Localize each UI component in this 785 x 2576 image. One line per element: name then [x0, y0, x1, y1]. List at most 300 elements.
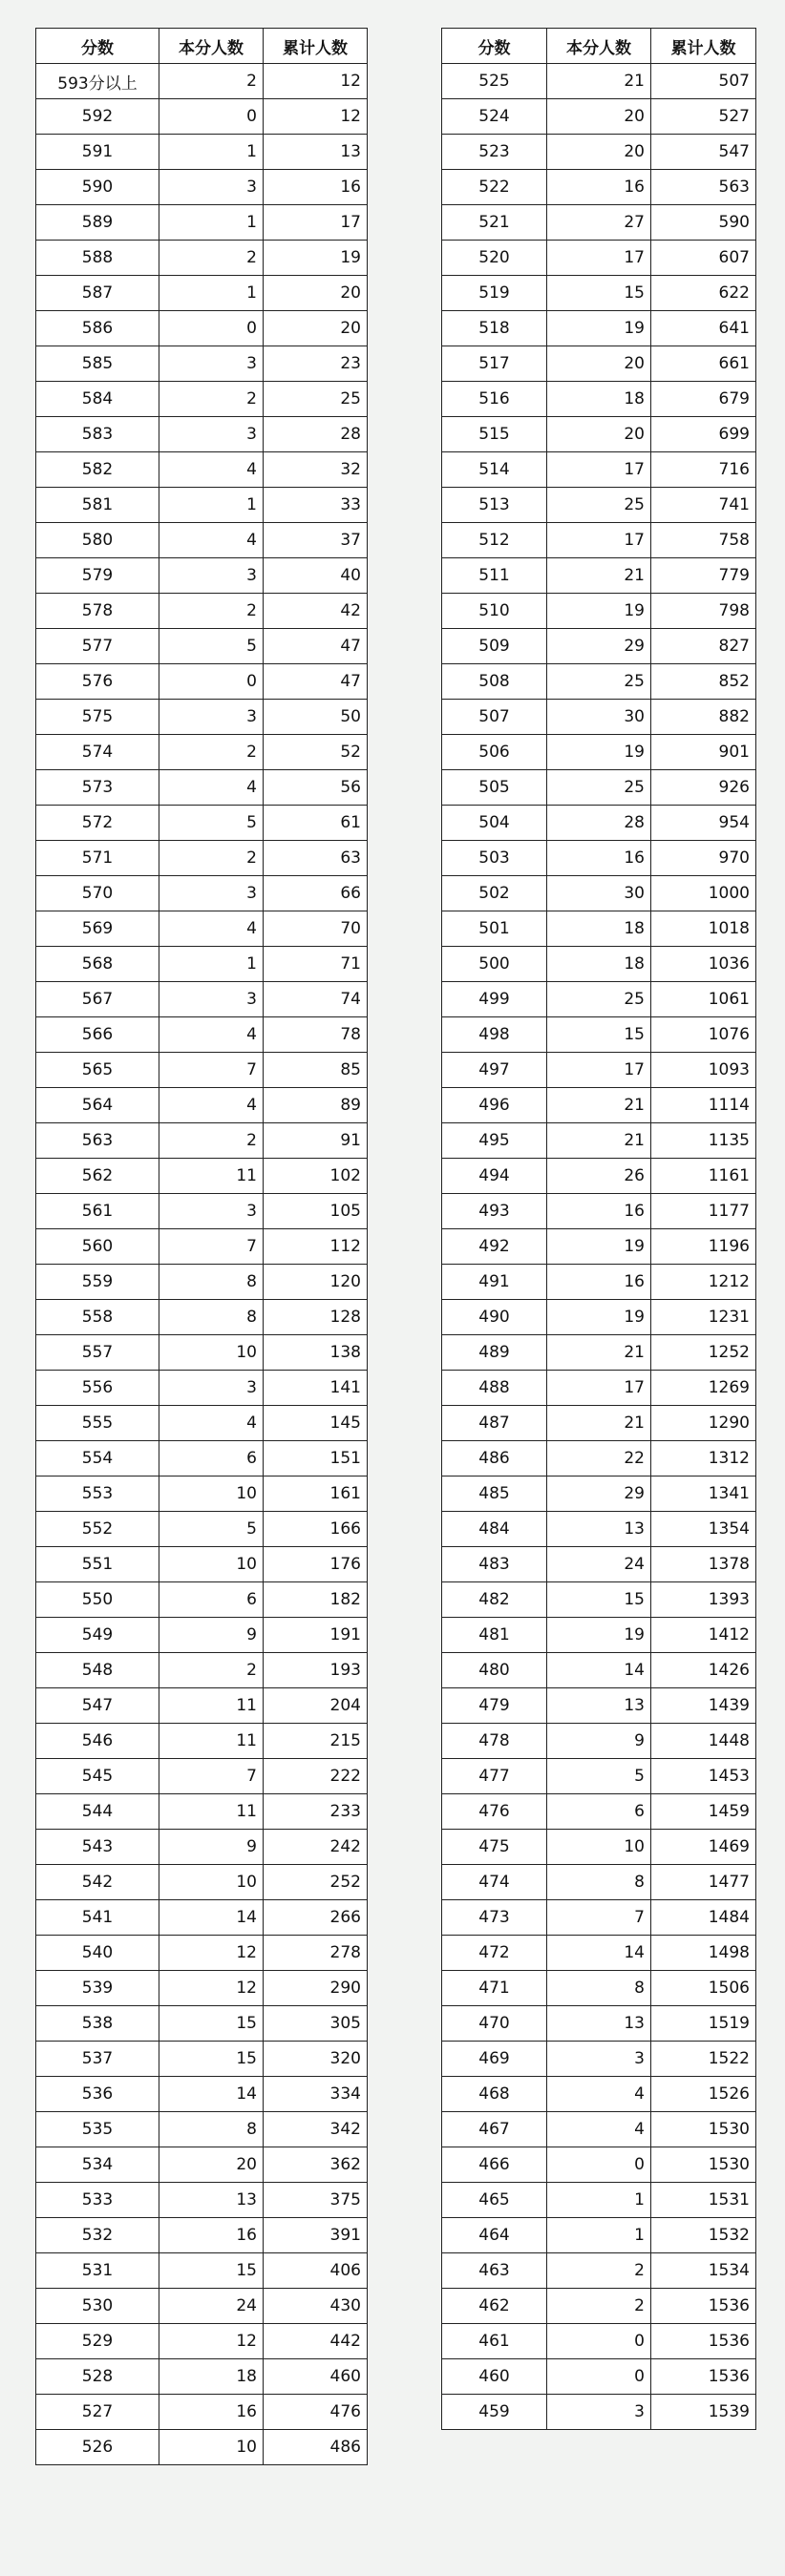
- count-cell: 3: [547, 2042, 651, 2077]
- table-row: [36, 1194, 368, 1229]
- table-row: [442, 1017, 756, 1053]
- score-cell: 545: [36, 1759, 159, 1794]
- count-cell: 3: [159, 876, 264, 911]
- score-cell: 495: [442, 1123, 547, 1159]
- cumulative-cell: 1453: [651, 1759, 756, 1794]
- count-cell: 2: [159, 64, 264, 99]
- score-cell: 497: [442, 1053, 547, 1088]
- score-cell: 471: [442, 1971, 547, 2006]
- header-score: 分数: [442, 29, 547, 64]
- score-cell: 544: [36, 1794, 159, 1830]
- table-row: [442, 700, 756, 735]
- count-cell: 10: [159, 1547, 264, 1582]
- cumulative-cell: 1536: [651, 2359, 756, 2395]
- table-row: [36, 1441, 368, 1476]
- score-cell: 460: [442, 2359, 547, 2395]
- table-row: [36, 1300, 368, 1335]
- cumulative-cell: 128: [264, 1300, 368, 1335]
- score-cell: 466: [442, 2147, 547, 2183]
- score-cell: 525: [442, 64, 547, 99]
- cumulative-cell: 954: [651, 806, 756, 841]
- score-cell: 477: [442, 1759, 547, 1794]
- count-cell: 16: [547, 841, 651, 876]
- table-row: [36, 1371, 368, 1406]
- cumulative-cell: 699: [651, 417, 756, 452]
- cumulative-cell: 1135: [651, 1123, 756, 1159]
- cumulative-cell: 28: [264, 417, 368, 452]
- score-cell: 557: [36, 1335, 159, 1371]
- table-row: [442, 1371, 756, 1406]
- score-cell: 483: [442, 1547, 547, 1582]
- table-row: [36, 205, 368, 241]
- header-count: 本分人数: [159, 29, 264, 64]
- score-cell: 507: [442, 700, 547, 735]
- cumulative-cell: 222: [264, 1759, 368, 1794]
- count-cell: 1: [547, 2183, 651, 2218]
- table-row: [36, 1759, 368, 1794]
- count-cell: 3: [159, 417, 264, 452]
- table-row: [442, 1512, 756, 1547]
- score-cell: 572: [36, 806, 159, 841]
- count-cell: 17: [547, 452, 651, 488]
- score-cell: 515: [442, 417, 547, 452]
- score-cell: 568: [36, 947, 159, 982]
- table-row: [442, 1936, 756, 1971]
- count-cell: 2: [159, 841, 264, 876]
- header-row: [442, 29, 756, 64]
- count-cell: 14: [159, 1900, 264, 1936]
- cumulative-cell: 1484: [651, 1900, 756, 1936]
- cumulative-cell: 970: [651, 841, 756, 876]
- cumulative-cell: 1536: [651, 2324, 756, 2359]
- score-cell: 504: [442, 806, 547, 841]
- score-cell: 465: [442, 2183, 547, 2218]
- count-cell: 9: [159, 1618, 264, 1653]
- cumulative-cell: 20: [264, 311, 368, 346]
- cumulative-cell: 1177: [651, 1194, 756, 1229]
- cumulative-cell: 193: [264, 1653, 368, 1688]
- count-cell: 14: [547, 1653, 651, 1688]
- cumulative-cell: 52: [264, 735, 368, 770]
- score-cell: 575: [36, 700, 159, 735]
- count-cell: 12: [159, 1971, 264, 2006]
- count-cell: 24: [547, 1547, 651, 1582]
- cumulative-cell: 242: [264, 1830, 368, 1865]
- count-cell: 2: [547, 2289, 651, 2324]
- count-cell: 4: [547, 2112, 651, 2147]
- header-cumulative: 累计人数: [264, 29, 368, 64]
- table-row: [36, 452, 368, 488]
- cumulative-cell: 23: [264, 346, 368, 382]
- score-cell: 586: [36, 311, 159, 346]
- table-row: [36, 311, 368, 346]
- count-cell: 0: [547, 2147, 651, 2183]
- cumulative-cell: 1393: [651, 1582, 756, 1618]
- count-cell: 5: [159, 1512, 264, 1547]
- table-row: [36, 2218, 368, 2253]
- count-cell: 12: [159, 2324, 264, 2359]
- cumulative-cell: 85: [264, 1053, 368, 1088]
- table-row: [442, 2218, 756, 2253]
- count-cell: 1: [159, 135, 264, 170]
- header-count: 本分人数: [547, 29, 651, 64]
- count-cell: 18: [547, 947, 651, 982]
- score-cell: 581: [36, 488, 159, 523]
- table-row: [442, 2324, 756, 2359]
- count-cell: 17: [547, 523, 651, 558]
- score-cell: 530: [36, 2289, 159, 2324]
- cumulative-cell: 37: [264, 523, 368, 558]
- count-cell: 11: [159, 1159, 264, 1194]
- table-row: [442, 1971, 756, 2006]
- table-row: [442, 1688, 756, 1724]
- table-row: [442, 947, 756, 982]
- count-cell: 21: [547, 1335, 651, 1371]
- score-cell: 479: [442, 1688, 547, 1724]
- cumulative-cell: 827: [651, 629, 756, 664]
- table-row: [442, 2253, 756, 2289]
- cumulative-cell: 716: [651, 452, 756, 488]
- score-cell: 493: [442, 1194, 547, 1229]
- table-row: [36, 1123, 368, 1159]
- cumulative-cell: 1161: [651, 1159, 756, 1194]
- cumulative-cell: 1290: [651, 1406, 756, 1441]
- count-cell: 15: [547, 276, 651, 311]
- cumulative-cell: 661: [651, 346, 756, 382]
- cumulative-cell: 1532: [651, 2218, 756, 2253]
- table-row: [442, 1088, 756, 1123]
- score-cell: 481: [442, 1618, 547, 1653]
- cumulative-cell: 266: [264, 1900, 368, 1936]
- score-cell: 540: [36, 1936, 159, 1971]
- count-cell: 18: [547, 382, 651, 417]
- cumulative-cell: 547: [651, 135, 756, 170]
- cumulative-cell: 70: [264, 911, 368, 947]
- cumulative-cell: 151: [264, 1441, 368, 1476]
- score-cell: 518: [442, 311, 547, 346]
- score-cell: 562: [36, 1159, 159, 1194]
- score-cell: 589: [36, 205, 159, 241]
- score-cell: 552: [36, 1512, 159, 1547]
- cumulative-cell: 527: [651, 99, 756, 135]
- table-row: [442, 1582, 756, 1618]
- count-cell: 4: [159, 452, 264, 488]
- score-cell: 478: [442, 1724, 547, 1759]
- table-row: [36, 99, 368, 135]
- count-cell: 3: [547, 2395, 651, 2430]
- score-cell: 503: [442, 841, 547, 876]
- count-cell: 8: [547, 1971, 651, 2006]
- table-row: [442, 452, 756, 488]
- score-cell: 550: [36, 1582, 159, 1618]
- score-cell: 527: [36, 2395, 159, 2430]
- score-cell: 573: [36, 770, 159, 806]
- score-cell: 464: [442, 2218, 547, 2253]
- table-row: [442, 1476, 756, 1512]
- cumulative-cell: 141: [264, 1371, 368, 1406]
- count-cell: 21: [547, 558, 651, 594]
- count-cell: 0: [159, 99, 264, 135]
- cumulative-cell: 1519: [651, 2006, 756, 2042]
- score-cell: 584: [36, 382, 159, 417]
- table-row: [442, 629, 756, 664]
- score-cell: 564: [36, 1088, 159, 1123]
- table-row: [36, 1265, 368, 1300]
- table-row: [36, 1476, 368, 1512]
- cumulative-cell: 233: [264, 1794, 368, 1830]
- table-row: [36, 1900, 368, 1936]
- count-cell: 8: [547, 1865, 651, 1900]
- count-cell: 21: [547, 64, 651, 99]
- score-cell: 521: [442, 205, 547, 241]
- cumulative-cell: 66: [264, 876, 368, 911]
- table-row: [36, 770, 368, 806]
- table-row: [442, 1653, 756, 1688]
- cumulative-cell: 1426: [651, 1653, 756, 1688]
- count-cell: 11: [159, 1724, 264, 1759]
- count-cell: 7: [159, 1229, 264, 1265]
- count-cell: 2: [159, 1653, 264, 1688]
- table-row: [36, 2042, 368, 2077]
- table-row: [442, 806, 756, 841]
- table-row: [36, 1688, 368, 1724]
- score-cell: 578: [36, 594, 159, 629]
- table-row: [442, 1724, 756, 1759]
- cumulative-cell: 1522: [651, 2042, 756, 2077]
- cumulative-cell: 13: [264, 135, 368, 170]
- cumulative-cell: 1469: [651, 1830, 756, 1865]
- score-cell: 462: [442, 2289, 547, 2324]
- score-cell: 467: [442, 2112, 547, 2147]
- score-cell: 524: [442, 99, 547, 135]
- count-cell: 15: [159, 2006, 264, 2042]
- count-cell: 1: [159, 488, 264, 523]
- table-row: [36, 276, 368, 311]
- table-row: [442, 135, 756, 170]
- table-row: [442, 770, 756, 806]
- table-row: [36, 346, 368, 382]
- count-cell: 4: [159, 1017, 264, 1053]
- table-row: [36, 170, 368, 205]
- cumulative-cell: 47: [264, 629, 368, 664]
- cumulative-cell: 362: [264, 2147, 368, 2183]
- table-row: [442, 1194, 756, 1229]
- cumulative-cell: 406: [264, 2253, 368, 2289]
- count-cell: 16: [159, 2218, 264, 2253]
- score-cell: 512: [442, 523, 547, 558]
- score-cell: 560: [36, 1229, 159, 1265]
- count-cell: 17: [547, 241, 651, 276]
- cumulative-cell: 1269: [651, 1371, 756, 1406]
- cumulative-cell: 50: [264, 700, 368, 735]
- score-cell: 499: [442, 982, 547, 1017]
- table-row: [36, 1618, 368, 1653]
- score-cell: 482: [442, 1582, 547, 1618]
- score-cell: 519: [442, 276, 547, 311]
- cumulative-cell: 320: [264, 2042, 368, 2077]
- score-cell: 554: [36, 1441, 159, 1476]
- cumulative-cell: 191: [264, 1618, 368, 1653]
- cumulative-cell: 19: [264, 241, 368, 276]
- table-row: [442, 64, 756, 99]
- count-cell: 15: [547, 1582, 651, 1618]
- cumulative-cell: 486: [264, 2430, 368, 2465]
- count-cell: 2: [159, 735, 264, 770]
- table-row: [36, 417, 368, 452]
- score-cell: 472: [442, 1936, 547, 1971]
- count-cell: 18: [159, 2359, 264, 2395]
- count-cell: 5: [547, 1759, 651, 1794]
- score-cell: 508: [442, 664, 547, 700]
- count-cell: 13: [547, 2006, 651, 2042]
- cumulative-cell: 622: [651, 276, 756, 311]
- score-cell: 522: [442, 170, 547, 205]
- cumulative-cell: 607: [651, 241, 756, 276]
- count-cell: 8: [159, 1300, 264, 1335]
- table-row: [36, 1406, 368, 1441]
- count-cell: 3: [159, 346, 264, 382]
- table-row: [36, 1547, 368, 1582]
- score-cell: 549: [36, 1618, 159, 1653]
- count-cell: 18: [547, 911, 651, 947]
- table-row: [36, 735, 368, 770]
- count-cell: 15: [547, 1017, 651, 1053]
- table-row: [442, 2112, 756, 2147]
- score-cell: 473: [442, 1900, 547, 1936]
- table-row: [36, 2289, 368, 2324]
- table-row: [36, 2147, 368, 2183]
- score-cell: 582: [36, 452, 159, 488]
- table-row: [36, 1865, 368, 1900]
- count-cell: 3: [159, 982, 264, 1017]
- score-cell: 585: [36, 346, 159, 382]
- count-cell: 20: [547, 99, 651, 135]
- cumulative-cell: 138: [264, 1335, 368, 1371]
- table-row: [36, 1017, 368, 1053]
- score-cell: 591: [36, 135, 159, 170]
- count-cell: 6: [547, 1794, 651, 1830]
- table-row: [442, 2077, 756, 2112]
- header-score: 分数: [36, 29, 159, 64]
- cumulative-cell: 1018: [651, 911, 756, 947]
- count-cell: 21: [547, 1406, 651, 1441]
- score-cell: 463: [442, 2253, 547, 2289]
- score-cell: 569: [36, 911, 159, 947]
- table-row: [36, 382, 368, 417]
- score-cell: 509: [442, 629, 547, 664]
- score-cell: 531: [36, 2253, 159, 2289]
- table-row: [442, 1123, 756, 1159]
- table-row: [442, 2042, 756, 2077]
- table-row: [36, 1088, 368, 1123]
- table-row: [36, 1794, 368, 1830]
- count-cell: 13: [159, 2183, 264, 2218]
- table-row: [36, 841, 368, 876]
- score-cell: 514: [442, 452, 547, 488]
- cumulative-cell: 25: [264, 382, 368, 417]
- score-cell: 498: [442, 1017, 547, 1053]
- count-cell: 6: [159, 1441, 264, 1476]
- table-row: [442, 1300, 756, 1335]
- table-row: [442, 2289, 756, 2324]
- score-cell: 587: [36, 276, 159, 311]
- score-cell: 590: [36, 170, 159, 205]
- table-row: [36, 2430, 368, 2465]
- count-cell: 10: [159, 1335, 264, 1371]
- score-cell: 516: [442, 382, 547, 417]
- count-cell: 10: [159, 1865, 264, 1900]
- cumulative-cell: 40: [264, 558, 368, 594]
- cumulative-cell: 1530: [651, 2147, 756, 2183]
- cumulative-cell: 1536: [651, 2289, 756, 2324]
- cumulative-cell: 33: [264, 488, 368, 523]
- count-cell: 5: [159, 806, 264, 841]
- count-cell: 28: [547, 806, 651, 841]
- table-row: [36, 2324, 368, 2359]
- cumulative-cell: 89: [264, 1088, 368, 1123]
- cumulative-cell: 112: [264, 1229, 368, 1265]
- score-cell: 588: [36, 241, 159, 276]
- score-cell: 553: [36, 1476, 159, 1512]
- score-cell: 501: [442, 911, 547, 947]
- score-cell: 491: [442, 1265, 547, 1300]
- count-cell: 7: [547, 1900, 651, 1936]
- table-row: [36, 982, 368, 1017]
- table-row: [36, 2006, 368, 2042]
- score-cell: 476: [442, 1794, 547, 1830]
- table-row: [36, 1512, 368, 1547]
- count-cell: 4: [159, 1406, 264, 1441]
- table-row: [36, 1229, 368, 1265]
- count-cell: 19: [547, 594, 651, 629]
- cumulative-cell: 679: [651, 382, 756, 417]
- count-cell: 25: [547, 488, 651, 523]
- cumulative-cell: 71: [264, 947, 368, 982]
- score-table-right: [441, 28, 756, 2430]
- cumulative-cell: 74: [264, 982, 368, 1017]
- score-cell: 500: [442, 947, 547, 982]
- table-row: [36, 523, 368, 558]
- count-cell: 1: [159, 947, 264, 982]
- cumulative-cell: 460: [264, 2359, 368, 2395]
- cumulative-cell: 1196: [651, 1229, 756, 1265]
- count-cell: 11: [159, 1688, 264, 1724]
- table-row: [36, 1936, 368, 1971]
- cumulative-cell: 741: [651, 488, 756, 523]
- table-row: [36, 664, 368, 700]
- score-cell: 534: [36, 2147, 159, 2183]
- table-row: [36, 806, 368, 841]
- score-cell: 510: [442, 594, 547, 629]
- header-row: [36, 29, 368, 64]
- score-cell: 474: [442, 1865, 547, 1900]
- table-row: [36, 2253, 368, 2289]
- count-cell: 19: [547, 1618, 651, 1653]
- score-cell: 532: [36, 2218, 159, 2253]
- score-cell: 558: [36, 1300, 159, 1335]
- table-row: [36, 876, 368, 911]
- score-cell: 571: [36, 841, 159, 876]
- cumulative-cell: 32: [264, 452, 368, 488]
- score-cell: 492: [442, 1229, 547, 1265]
- score-cell: 480: [442, 1653, 547, 1688]
- count-cell: 27: [547, 205, 651, 241]
- header-cumulative: 累计人数: [651, 29, 756, 64]
- table-row: [442, 1830, 756, 1865]
- count-cell: 3: [159, 700, 264, 735]
- cumulative-cell: 1412: [651, 1618, 756, 1653]
- score-cell: 583: [36, 417, 159, 452]
